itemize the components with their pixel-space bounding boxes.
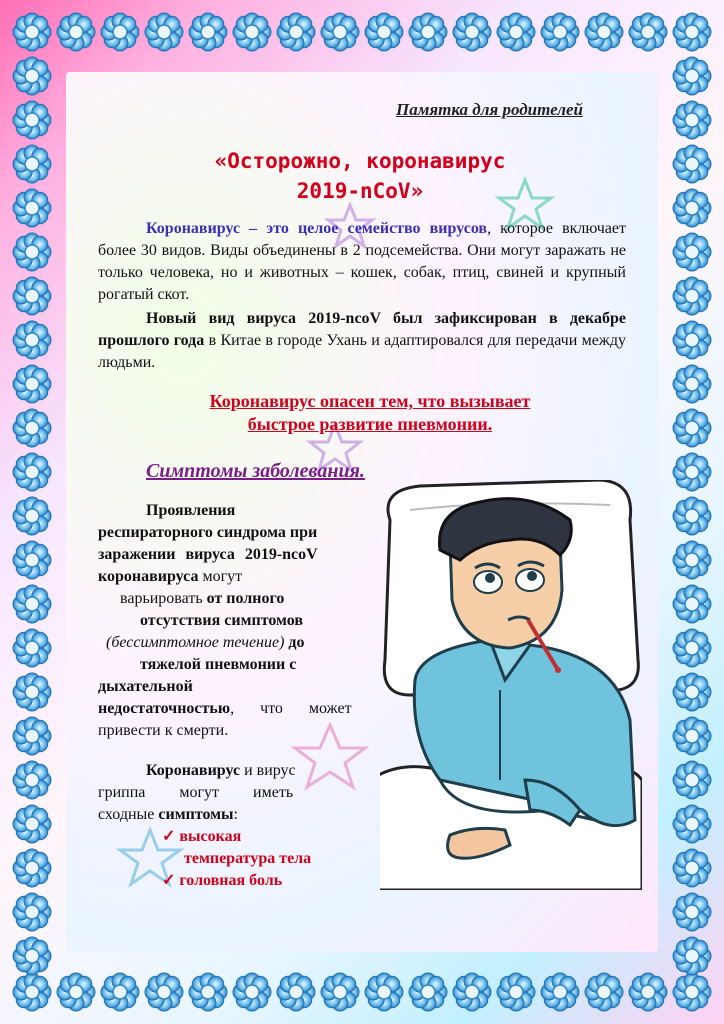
manifest-italic: (бессимптомное течение) <box>106 634 285 651</box>
flu-line <box>98 804 338 826</box>
intro-term: Коронавирус <box>146 220 241 237</box>
manifest-line: Проявления <box>146 502 236 519</box>
manifest-line: респираторного синдрома при <box>98 524 318 541</box>
new-virus-bold: Новый вид вируса 2019-ncoV был зафиксирован в декабре прошлого года <box>98 310 626 349</box>
title-line-1: «Осторожно, коронавирус <box>214 149 506 173</box>
flu-text: и вирус <box>240 762 296 779</box>
title-line-2: 2019-nCoV» <box>296 179 424 203</box>
manifest-line <box>98 588 398 610</box>
flu-text: : <box>233 806 238 823</box>
manifest-text: варьировать <box>120 590 207 607</box>
manifest-bold: недостаточностью <box>98 700 231 717</box>
flu-text: сходные <box>98 806 159 823</box>
symptom-label: головная боль <box>179 872 283 889</box>
warning-line-2: быстрое развитие пневмонии. <box>247 414 493 434</box>
manifest-line: заражении вируса 2019-ncoV <box>98 546 318 563</box>
sick-man-illustration <box>380 480 642 890</box>
new-virus-paragraph <box>98 308 626 374</box>
symptoms-heading: Симптомы заболевания. <box>146 460 365 482</box>
warning-banner <box>160 390 580 436</box>
new-virus-text: в Китае в городе Ухань и адаптировался для передачи между людьми. <box>98 332 627 371</box>
flu-bold: Коронавирус <box>146 762 241 779</box>
symptom-label: высокая <box>179 828 242 845</box>
symptom-item <box>98 826 338 848</box>
manifest-bold: до <box>284 634 305 651</box>
page-title <box>140 146 580 206</box>
flu-line: гриппа могут иметь <box>98 784 294 801</box>
manifest-line: дыхательной <box>98 678 193 695</box>
manifestations-block <box>98 500 398 742</box>
manifest-line <box>98 632 398 654</box>
manifest-line: отсутствия симптомов <box>140 612 303 629</box>
flu-bold: симптомы <box>158 806 234 823</box>
manifest-text: могут <box>198 568 243 585</box>
flu-block <box>98 760 338 892</box>
check-icon: ✓ <box>162 828 176 845</box>
manifest-line: привести к смерти. <box>98 722 229 739</box>
manifest-bold: от полного <box>206 590 285 607</box>
symptom-item <box>98 870 338 892</box>
intro-text: , которое включает более 30 видов. Виды объединены в 2 подсемейства. Они могут заражать не только человека, но и животных – кошек, собак, птиц, свиней и крупный рогатый скот. <box>98 220 626 303</box>
flu-line <box>98 760 338 782</box>
check-icon: ✓ <box>162 872 176 889</box>
header-note: Памятка для родителей <box>396 100 583 119</box>
manifest-bold: коронавируса <box>98 568 199 585</box>
manifest-line <box>98 698 398 720</box>
manifest-line: тяжелой пневмонии с <box>140 656 297 673</box>
warning-line-1: Коронавирус опасен тем, что вызывает <box>209 391 531 411</box>
manifest-text: , что может <box>230 700 352 717</box>
intro-paragraph <box>98 218 626 306</box>
symptom-label: температура тела <box>184 850 312 867</box>
manifest-line <box>98 566 398 588</box>
symptom-item-continued <box>98 848 338 870</box>
intro-definition: – это целое семейство вирусов <box>240 220 488 237</box>
